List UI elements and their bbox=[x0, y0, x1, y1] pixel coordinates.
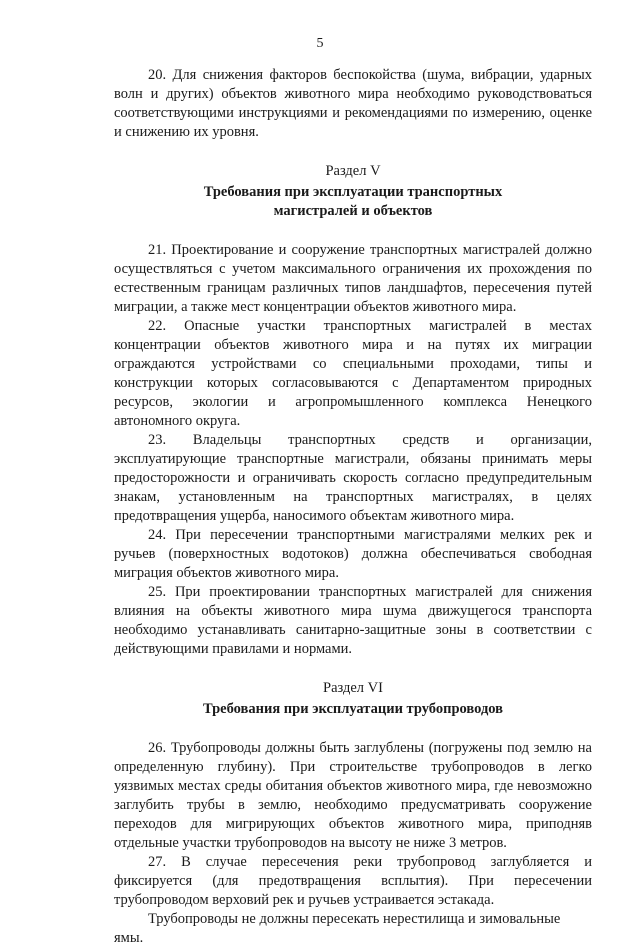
section-6-body bbox=[114, 739, 592, 948]
document-body bbox=[114, 66, 592, 948]
paragraph-final: Трубопроводы не должны пересекать нерестилища и зимовальные ямы. bbox=[114, 911, 561, 946]
section-6-label: Раздел VI bbox=[323, 680, 383, 696]
paragraph-24: 24. При пересечении транспортными магистралями мелких рек и ручьев (поверхностных водотоков) должна обеспечиваться свободная миграция объектов животного мира. bbox=[114, 527, 592, 581]
paragraph-25: 25. При проектировании транспортных магистралей для снижения влияния на объекты животного мира шума движущегося транспорта необходимо устанавливать санитарно-защитные зоны в соответствии с действующими правилами и нормами. bbox=[114, 584, 592, 657]
section-6-title: Требования при эксплуатации трубопроводов bbox=[202, 701, 504, 717]
page-number: 5 bbox=[316, 36, 324, 51]
section-5-title: Требования при эксплуатации транспортных магистралей и объектов bbox=[203, 184, 503, 219]
section-5-body bbox=[114, 241, 592, 659]
paragraph-22: 22. Опасные участки транспортных магистралей в местах концентрации объектов животного мира и на путях их миграции ограждаются устройствами со специальными проходами, типы и конструкции которых согласовываются с Департаментом природных ресурсов, экологии и агропромышленного комплекса Ненецкого автономного округа. bbox=[114, 318, 592, 429]
paragraph-27: 27. В случае пересечения реки трубопровод заглубляется и фиксируется (для предотвращения всплытия). При пересечении трубопроводом верховий рек и ручьев устраивается эстакада. bbox=[114, 854, 592, 908]
paragraph-20: 20. Для снижения факторов беспокойства (шума, вибрации, ударных волн и других) объектов животного мира необходимо руководствоваться соответствующими инструкциями и рекомендациями по измерению, оценке и снижению их уровня. bbox=[114, 67, 592, 140]
paragraph-26: 26. Трубопроводы должны быть заглублены (погружены под землю на определенную глубину). При строительстве трубопроводов в легко уязвимых местах среды обитания объектов животного мира, где невозможно заглубить трубы в землю, необходимо предусматривать сооружение переходов для мигрирующих объектов животного мира, приподняв отдельные участки трубопроводов на высоту не ниже 3 метров. bbox=[114, 740, 592, 851]
paragraph-21: 21. Проектирование и сооружение транспортных магистралей должно осуществляться с учетом максимального ограничения их прохождения по естественным границам различных типов ландшафтов, пересечения путей миграции, а также мест концентрации объектов животного мира. bbox=[114, 242, 592, 315]
paragraph-23: 23. Владельцы транспортных средств и организации, эксплуатирующие транспортные магистрали, обязаны принимать меры предосторожности и ограничивать скорость согласно предупредительным знакам, установленным на транспортных магистралях, в целях предотвращения ущерба, наносимого объектам животного мира. bbox=[114, 432, 592, 524]
section-5-label: Раздел V bbox=[325, 163, 381, 179]
